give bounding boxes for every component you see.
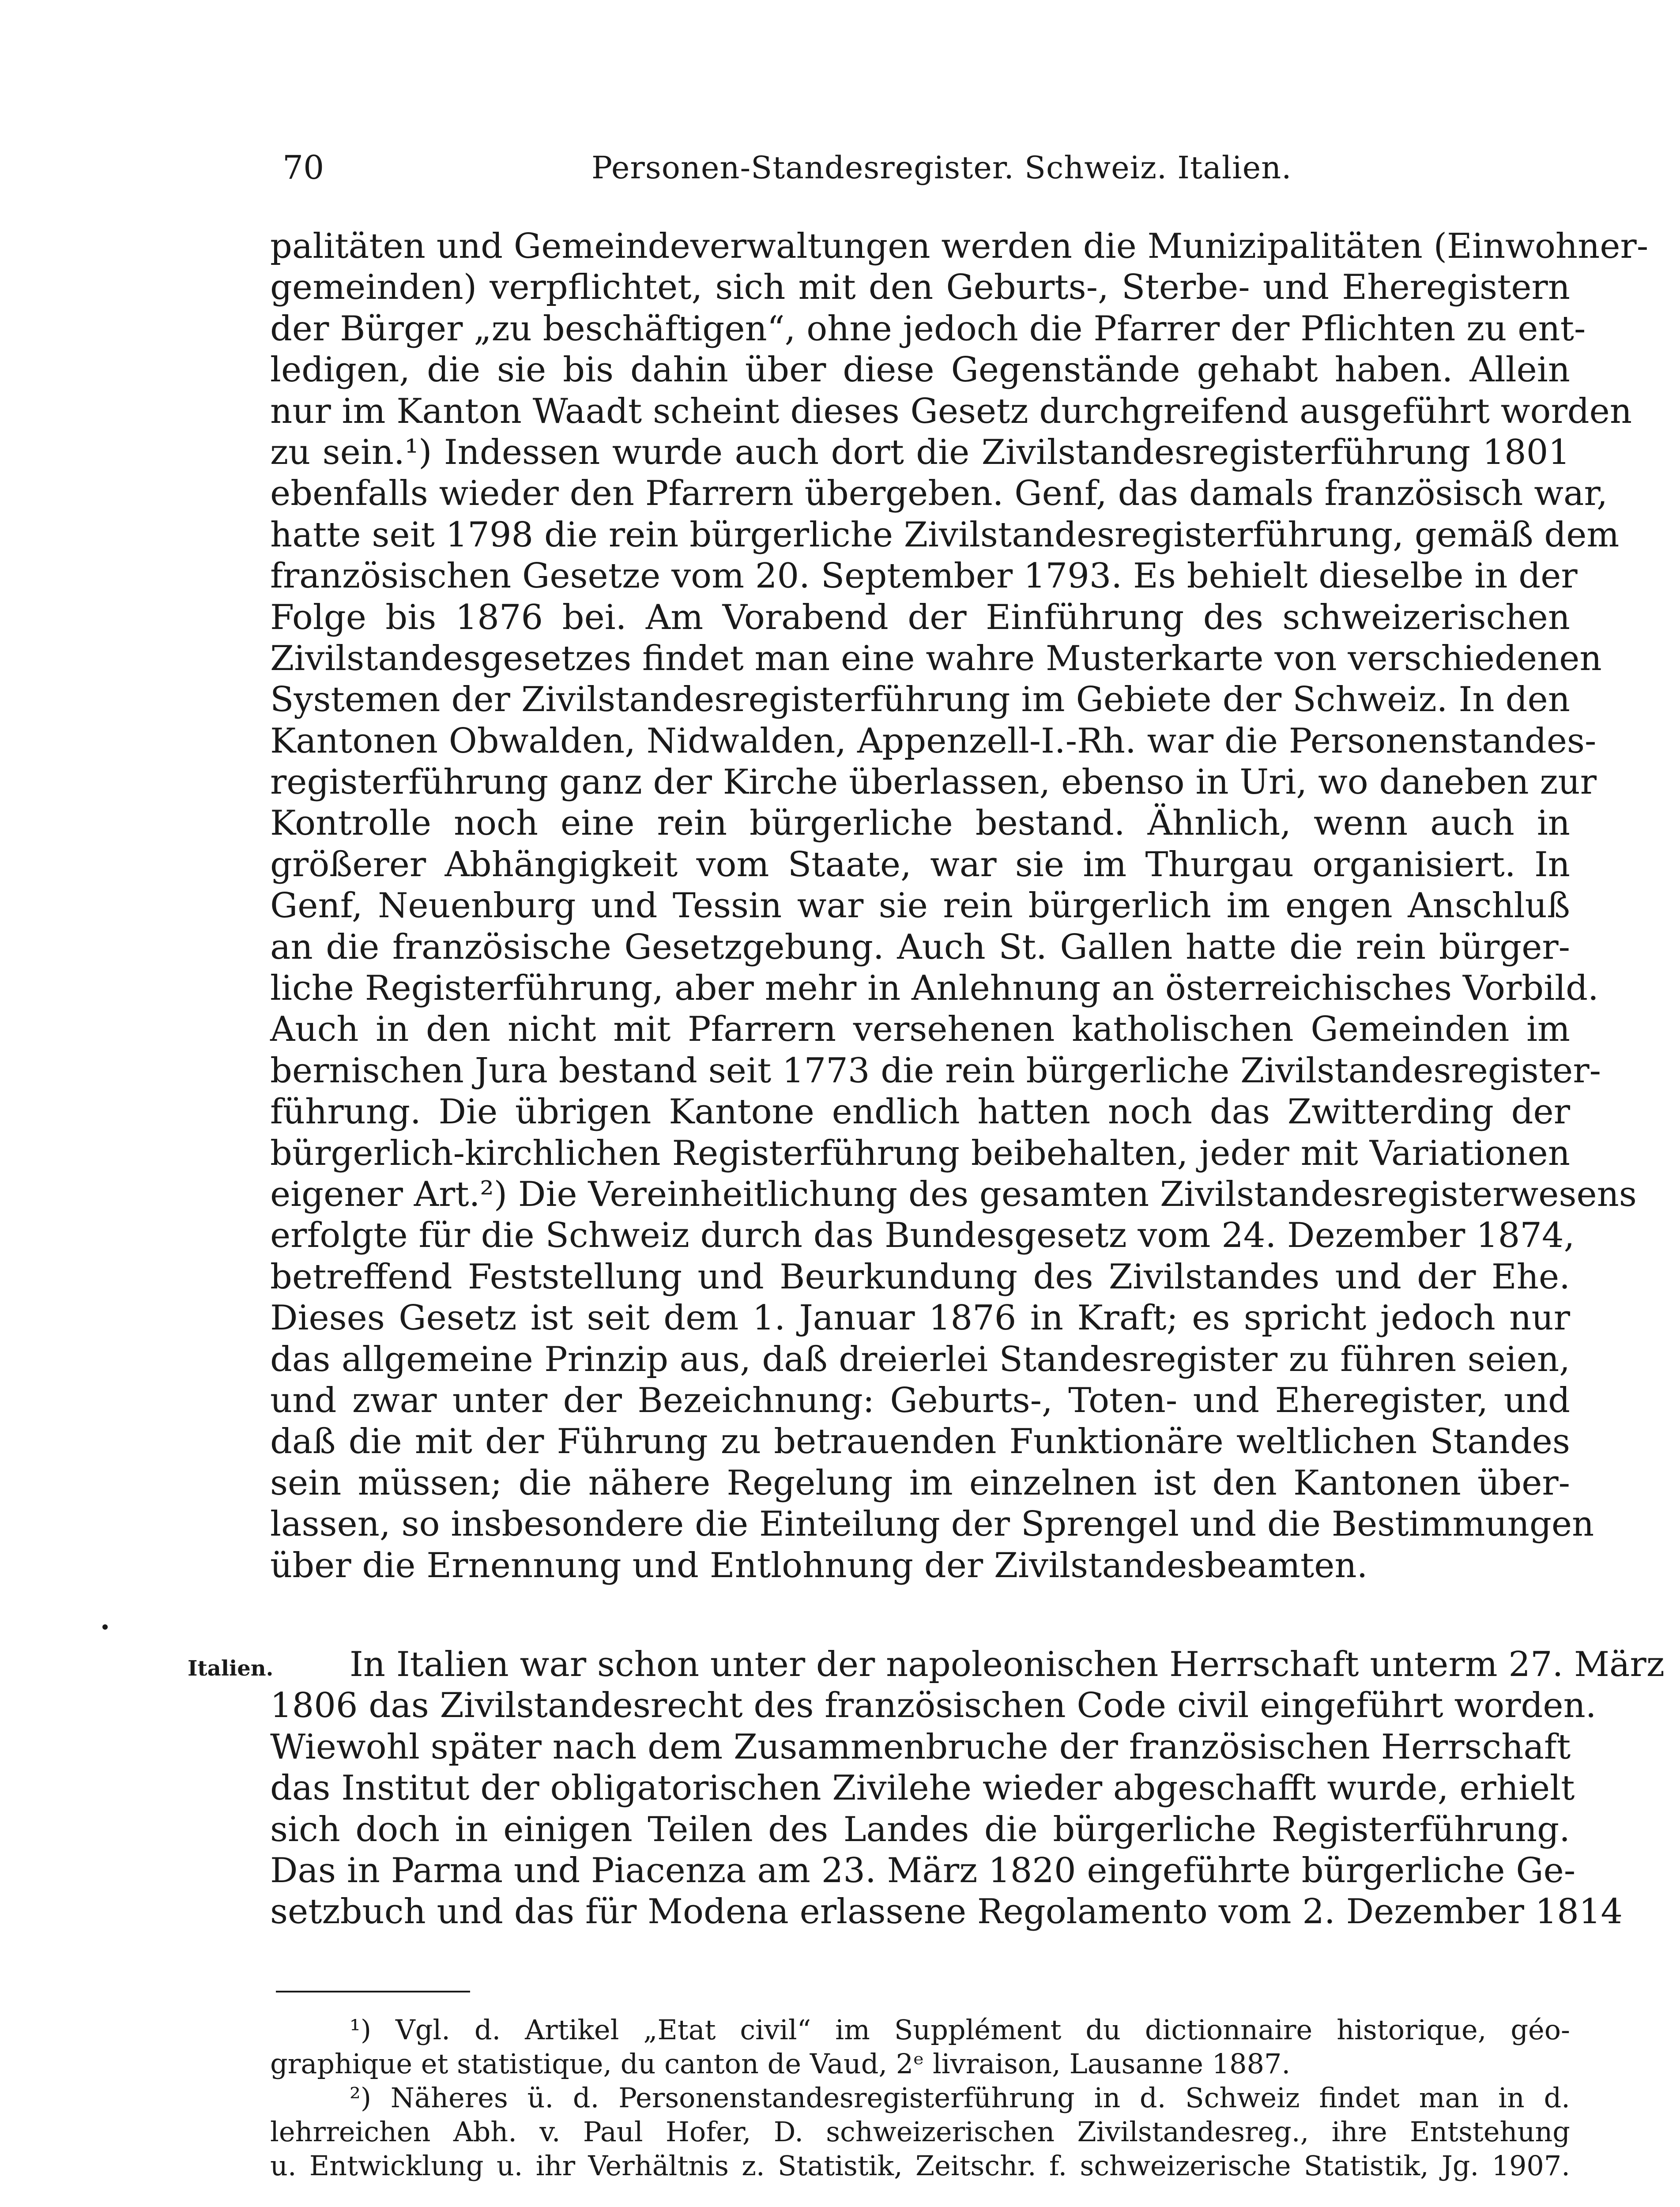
stray-mark xyxy=(102,1624,108,1630)
text-line: Zivilstandesgesetzes findet man eine wahre Musterkarte von verschiedenen xyxy=(270,638,1602,678)
footnote-line: ¹) Vgl. d. Artikel „Etat civil“ im Supplément du dictionnaire historique, géo- xyxy=(350,2014,1570,2046)
text-line: erfolgte für die Schweiz durch das Bundesgesetz vom 24. Dezember 1874, xyxy=(270,1216,1575,1256)
text-line: lassen, so insbesondere die Einteilung der Sprengel und die Bestimmungen xyxy=(270,1504,1594,1544)
text-line: über die Ernennung und Entlohnung der Zivilstandesbeamten. xyxy=(270,1545,1368,1586)
text-line: führung. Die übrigen Kantone endlich hatten noch das Zwitterding der xyxy=(270,1092,1570,1132)
main-paragraph-schweiz xyxy=(270,226,1649,1586)
text-line: setzbuch und das für Modena erlassene Regolamento vom 2. Dezember 1814 xyxy=(270,1892,1623,1932)
text-line: Genf, Neuenburg und Tessin war sie rein bürgerlich im engen Anschluß xyxy=(270,886,1570,926)
page-number: 70 xyxy=(283,149,324,187)
text-line: Kontrolle noch eine rein bürgerliche bestand. Ähnlich, wenn auch in xyxy=(270,803,1570,844)
text-line: gemeinden) verpflichtet, sich mit den Geburts-, Sterbe- und Eheregistern xyxy=(270,267,1570,308)
text-line: französischen Gesetze vom 20. September 1793. Es behielt dieselbe in der xyxy=(270,556,1578,596)
text-line: liche Registerführung, aber mehr in Anlehnung an österreichisches Vorbild. xyxy=(270,968,1599,1009)
text-line: das allgemeine Prinzip aus, daß dreierlei Standesregister zu führen seien, xyxy=(270,1339,1570,1379)
text-line: sich doch in einigen Teilen des Landes die bürgerliche Registerführung. xyxy=(270,1809,1570,1849)
text-line: größerer Abhängigkeit vom Staate, war sie im Thurgau organisiert. In xyxy=(270,844,1570,885)
text-line: nur im Kanton Waadt scheint dieses Gesetz durchgreifend ausgeführt worden xyxy=(270,391,1632,431)
text-line: das Institut der obligatorischen Zivilehe wieder abgeschafft wurde, erhielt xyxy=(270,1768,1575,1808)
text-line: Kantonen Obwalden, Nidwalden, Appenzell-I.-Rh. war die Personenstandes- xyxy=(270,721,1597,761)
footnotes xyxy=(270,2013,1570,2183)
text-line: Wiewohl später nach dem Zusammenbruche der französischen Herrschaft xyxy=(270,1727,1571,1767)
footnote-line: u. Entwicklung u. ihr Verhältnis z. Statistik, Zeitschr. f. schweizerische Statistik, Jg. 1907. xyxy=(270,2150,1570,2182)
text-line: an die französische Gesetzgebung. Auch St. Gallen hatte die rein bürger- xyxy=(270,927,1570,967)
margin-note-italien: Italien. xyxy=(188,1656,274,1681)
text-line: In Italien war schon unter der napoleonischen Herrschaft unterm 27. März xyxy=(350,1645,1665,1684)
text-line: ebenfalls wieder den Pfarrern übergeben. Genf, das damals französisch war, xyxy=(270,474,1608,514)
text-line: und zwar unter der Bezeichnung: Geburts-, Toten- und Eheregister, und xyxy=(270,1380,1570,1420)
text-line: Dieses Gesetz ist seit dem 1. Januar 1876 in Kraft; es spricht jedoch nur xyxy=(270,1298,1570,1338)
text-line: zu sein.¹) Indessen wurde auch dort die Zivilstandesregisterführung 1801 xyxy=(270,432,1570,472)
running-head: Personen-Standesregister. Schweiz. Italien. xyxy=(591,150,1292,186)
text-line: registerführung ganz der Kirche überlassen, ebenso in Uri, wo daneben zur xyxy=(270,762,1597,802)
text-line: Folge bis 1876 bei. Am Vorabend der Einführung des schweizerischen xyxy=(270,597,1570,637)
text-line: Systemen der Zivilstandesregisterführung im Gebiete der Schweiz. In den xyxy=(270,680,1570,720)
text-line: betreffend Feststellung und Beurkundung des Zivilstandes und der Ehe. xyxy=(270,1257,1570,1297)
text-line: bürgerlich-kirchlichen Registerführung beibehalten, jeder mit Variationen xyxy=(270,1133,1570,1173)
text-line: sein müssen; die nähere Regelung im einzelnen ist den Kantonen über- xyxy=(270,1463,1570,1503)
footnote-divider xyxy=(276,1991,470,1992)
main-paragraph-italien xyxy=(270,1644,1665,1933)
text-line: Das in Parma und Piacenza am 23. März 1820 eingeführte bürgerliche Ge- xyxy=(270,1850,1576,1891)
text-line: hatte seit 1798 die rein bürgerliche Zivilstandesregisterführung, gemäß dem xyxy=(270,515,1620,555)
text-line: eigener Art.²) Die Vereinheitlichung des gesamten Zivilstandesregisterwesens xyxy=(270,1174,1637,1214)
text-line: bernischen Jura bestand seit 1773 die rein bürgerliche Zivilstandesregister- xyxy=(270,1051,1601,1091)
text-line: 1806 das Zivilstandesrecht des französischen Code civil eingeführt worden. xyxy=(270,1686,1597,1726)
text-line: Auch in den nicht mit Pfarrern versehenen katholischen Gemeinden im xyxy=(270,1009,1570,1050)
text-line: palitäten und Gemeindeverwaltungen werden die Munizipalitäten (Einwohner- xyxy=(270,226,1649,266)
text-line: der Bürger „zu beschäftigen“, ohne jedoch die Pfarrer der Pflichten zu ent- xyxy=(270,309,1586,349)
text-line: daß die mit der Führung zu betrauenden Funktionäre weltlichen Standes xyxy=(270,1422,1570,1462)
footnote-line: ²) Näheres ü. d. Personenstandesregisterführung in d. Schweiz findet man in d. xyxy=(350,2082,1570,2114)
text-line: ledigen, die sie bis dahin über diese Gegenstände gehabt haben. Allein xyxy=(270,350,1570,390)
footnote-line: graphique et statistique, du canton de Vaud, 2ᵉ livraison, Lausanne 1887. xyxy=(270,2048,1291,2080)
footnote-line: lehrreichen Abh. v. Paul Hofer, D. schweizerischen Zivilstandesreg., ihre Entstehung xyxy=(270,2116,1570,2148)
page-header xyxy=(283,146,1554,199)
